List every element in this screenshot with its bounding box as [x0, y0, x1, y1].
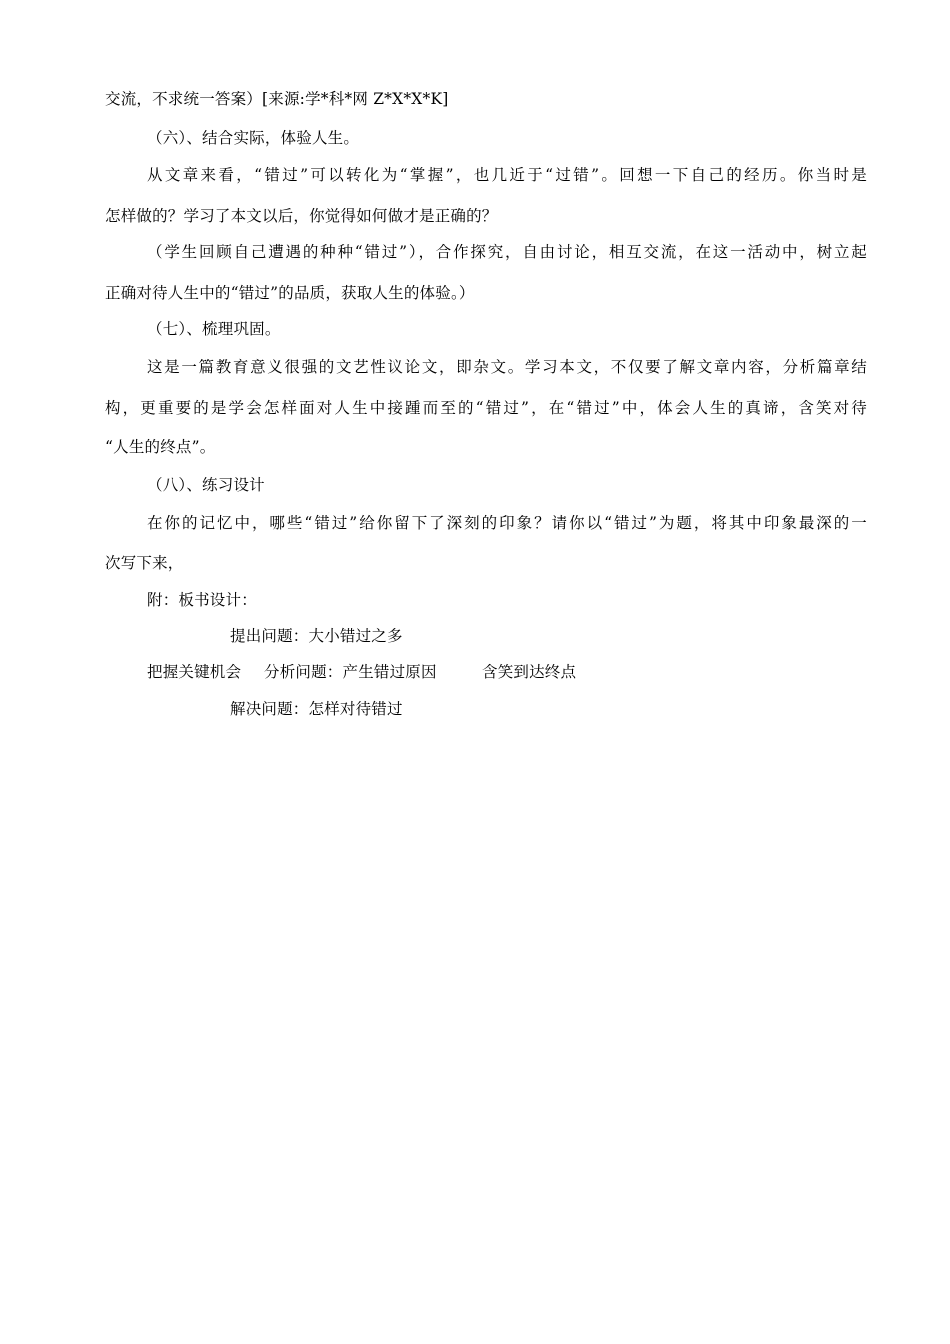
board-row-3: 解决问题：怎样对待错过: [230, 700, 403, 718]
text-line-13: 次写下来，: [105, 554, 184, 572]
text-line-10: “人生的终点”。: [105, 438, 216, 456]
board-row-2-middle: 分析问题：产生错过原因: [264, 663, 437, 681]
text-line-1: 交流，不求统一答案）[来源:学*科*网 Z*X*X*K]: [105, 90, 449, 108]
text-line-9: 构，更重要的是学会怎样面对人生中接踵而至的“错过”，在“错过”中，体会人生的真谛，含笑对待: [105, 399, 867, 417]
section-heading-7: （七）、梳理巩固。: [147, 320, 281, 338]
board-row-2-left: 把握关键机会: [147, 663, 242, 681]
board-row-1: 提出问题：大小错过之多: [230, 627, 403, 645]
section-heading-8: （八）、练习设计: [147, 476, 265, 494]
text-line-12: 在你的记忆中，哪些“错过”给你留下了深刻的印象？请你以“错过”为题，将其中印象最深的一: [147, 514, 867, 532]
text-line-8: 这是一篇教育意义很强的文艺性议论文，即杂文。学习本文，不仅要了解文章内容，分析篇章结: [147, 358, 867, 376]
text-line-6: 正确对待人生中的“错过”的品质，获取人生的体验。）: [105, 284, 475, 302]
text-line-4: 怎样做的？学习了本文以后，你觉得如何做才是正确的？: [105, 207, 498, 225]
text-line-3: 从文章来看，“错过”可以转化为“掌握”，也几近于“过错”。回想一下自己的经历。你当时是: [147, 166, 867, 184]
text-line-5: （学生回顾自己遭遇的种种“错过”），合作探究，自由讨论，相互交流，在这一活动中，树立起: [147, 243, 867, 261]
section-heading-6: （六）、结合实际，体验人生。: [147, 129, 360, 147]
board-design-heading: 附：板书设计：: [147, 591, 257, 609]
board-row-2-right: 含笑到达终点: [482, 663, 577, 681]
